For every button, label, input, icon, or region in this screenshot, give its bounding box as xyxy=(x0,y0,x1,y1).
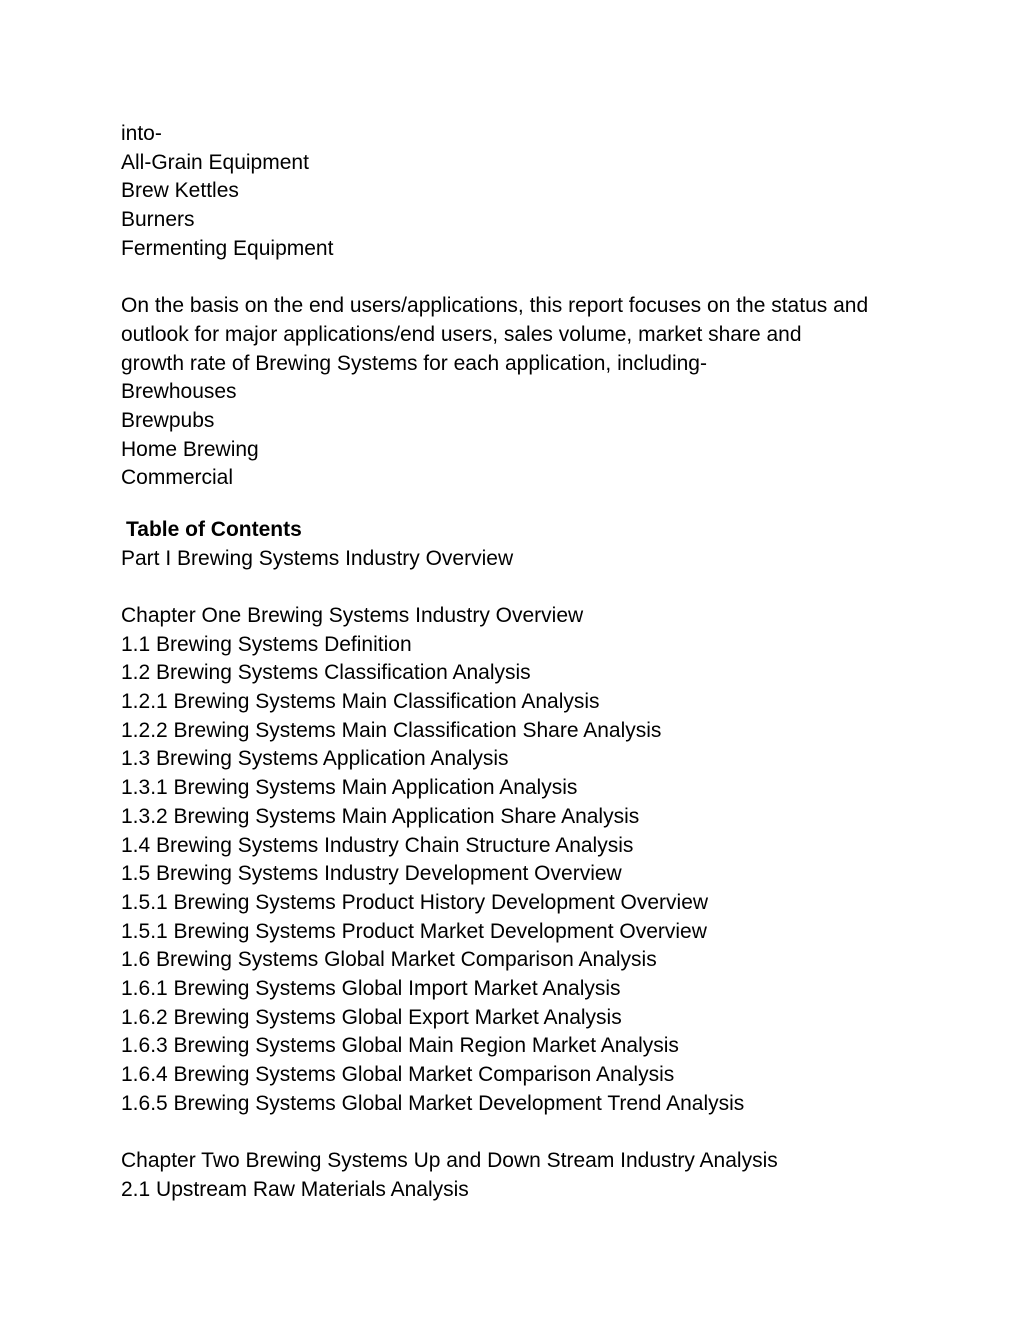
toc-entry: 1.2.1 Brewing Systems Main Classification Analysis xyxy=(121,690,600,714)
table-of-contents xyxy=(121,516,921,1205)
application-item: Home Brewing xyxy=(121,437,259,461)
application-item: Brewhouses xyxy=(121,380,237,404)
equipment-section xyxy=(121,120,921,263)
equipment-item: Brew Kettles xyxy=(121,179,239,203)
toc-entry: 1.1 Brewing Systems Definition xyxy=(121,632,412,656)
applications-paragraph-line: outlook for major applications/end users, sales volume, market share and xyxy=(121,322,802,346)
toc-entry: 1.4 Brewing Systems Industry Chain Structure Analysis xyxy=(121,833,634,857)
toc-entry: 1.5 Brewing Systems Industry Development Overview xyxy=(121,862,622,886)
toc-heading: Table of Contents xyxy=(126,517,302,541)
toc-entry: 1.3 Brewing Systems Application Analysis xyxy=(121,747,509,771)
applications-paragraph-line: On the basis on the end users/applications, this report focuses on the status and xyxy=(121,294,869,318)
toc-entry: 1.2 Brewing Systems Classification Analysis xyxy=(121,661,531,685)
chapter-two-title: Chapter Two Brewing Systems Up and Down Stream Industry Analysis xyxy=(121,1149,778,1173)
chapter-one-title: Chapter One Brewing Systems Industry Overview xyxy=(121,604,584,627)
toc-entry: 1.2.2 Brewing Systems Main Classification Share Analysis xyxy=(121,718,662,742)
application-item: Commercial xyxy=(121,466,234,490)
toc-entry: 2.1 Upstream Raw Materials Analysis xyxy=(121,1177,469,1201)
toc-entry: 1.6.3 Brewing Systems Global Main Region Market Analysis xyxy=(121,1034,679,1058)
toc-entry: 1.3.1 Brewing Systems Main Application Analysis xyxy=(121,776,578,800)
equipment-item: All-Grain Equipment xyxy=(121,150,309,174)
toc-entry: 1.5.1 Brewing Systems Product History Development Overview xyxy=(121,890,709,914)
applications-paragraph-line: growth rate of Brewing Systems for each application, including- xyxy=(121,351,707,375)
toc-entry: 1.3.2 Brewing Systems Main Application Share Analysis xyxy=(121,804,640,828)
applications-section xyxy=(121,292,921,493)
equipment-item: Fermenting Equipment xyxy=(121,236,334,260)
toc-entry: 1.6 Brewing Systems Global Market Comparison Analysis xyxy=(121,948,657,972)
toc-part-title: Part I Brewing Systems Industry Overview xyxy=(121,546,514,570)
toc-entry: 1.6.4 Brewing Systems Global Market Comparison Analysis xyxy=(121,1063,675,1086)
toc-entry: 1.5.1 Brewing Systems Product Market Development Overview xyxy=(121,919,707,943)
toc-entry: 1.6.5 Brewing Systems Global Market Development Trend Analysis xyxy=(121,1091,745,1115)
toc-entry: 1.6.2 Brewing Systems Global Export Market Analysis xyxy=(121,1005,622,1029)
document-page xyxy=(121,120,921,1204)
equipment-item: Burners xyxy=(121,208,195,232)
application-item: Brewpubs xyxy=(121,408,215,432)
intro-lead: into- xyxy=(121,122,162,145)
toc-entry: 1.6.1 Brewing Systems Global Import Market Analysis xyxy=(121,976,621,1000)
